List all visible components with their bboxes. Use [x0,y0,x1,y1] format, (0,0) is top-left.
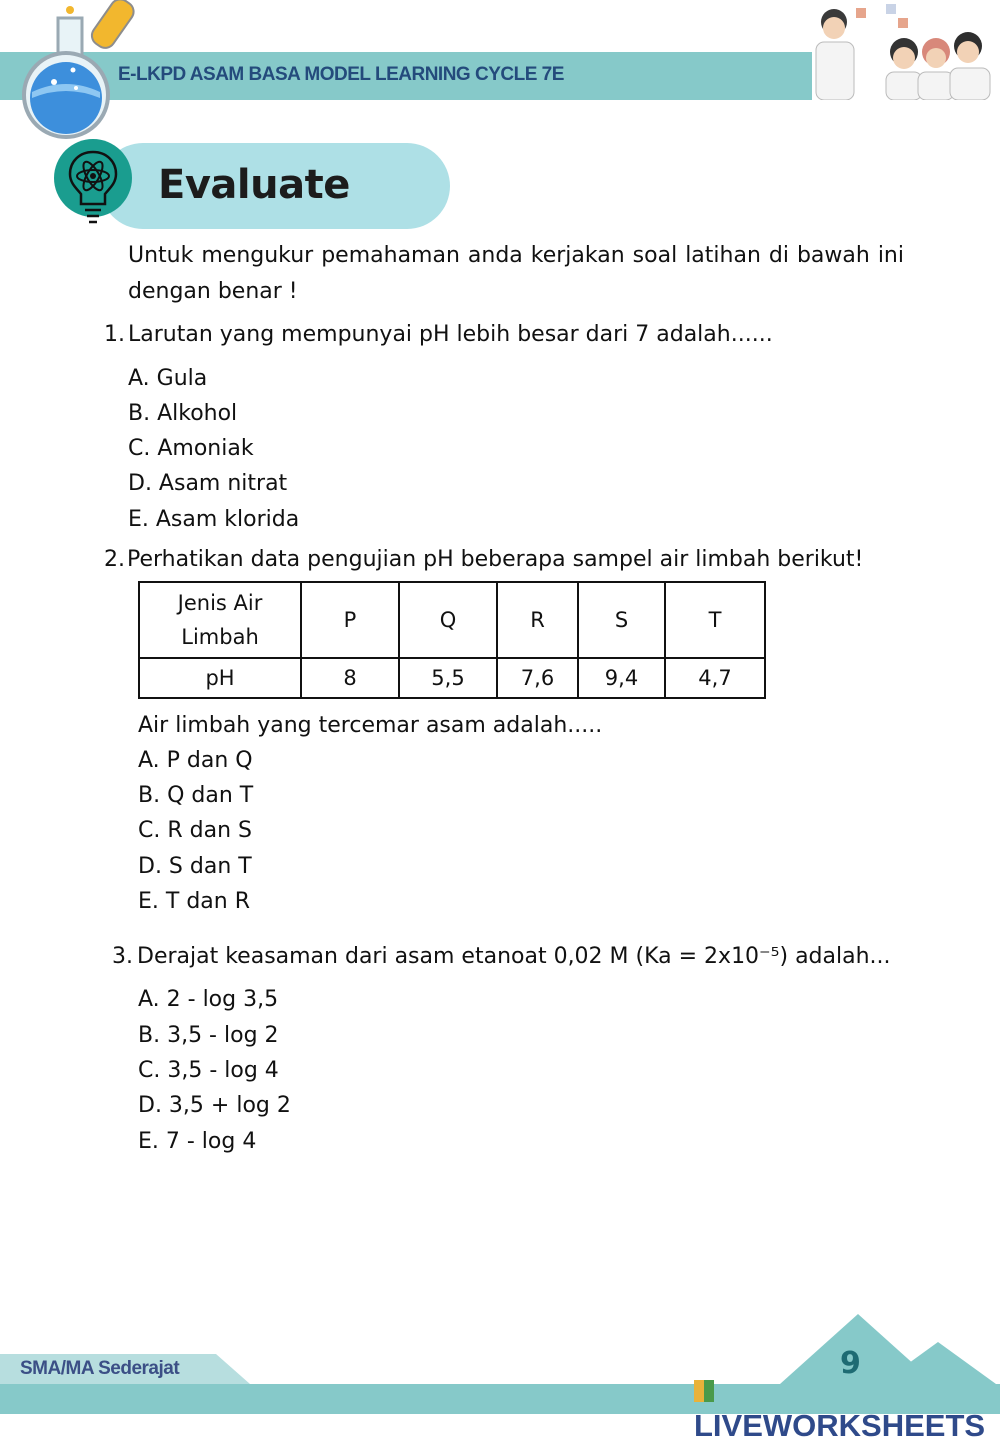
table-row [139,658,765,698]
table-col-s: S [578,582,665,658]
question-2-option-a[interactable]: A. P dan Q [138,748,253,773]
table-col-p: P [301,582,399,658]
question-3-option-e[interactable]: E. 7 - log 4 [138,1129,257,1154]
intro-text: Untuk mengukur pemahaman anda kerjakan soal latihan di bawah ini dengan benar ! [128,243,904,304]
question-3-number: 3. [112,944,133,969]
table-cell-t: 4,7 [665,658,765,698]
table-cell-s: 9,4 [578,658,665,698]
table-col-r: R [497,582,578,658]
atom-lightbulb-icon [52,138,138,228]
question-1-text: Larutan yang mempunyai pH lebih besar dari 7 adalah...... [128,322,773,347]
question-2-option-b[interactable]: B. Q dan T [138,783,254,808]
question-1-option-a[interactable]: A. Gula [128,366,208,391]
table-cell-r: 7,6 [497,658,578,698]
question-2-text: Perhatikan data pengujian pH beberapa sampel air limbah berikut! [127,547,864,572]
question-2-option-c[interactable]: C. R dan S [138,818,252,843]
question-1-number: 1. [104,322,125,347]
question-3-text: Derajat keasaman dari asam etanoat 0,02 M (Ka = 2x10⁻⁵) adalah... [137,944,891,969]
liveworksheets-logo[interactable] [694,1372,1000,1444]
table-col-q: Q [399,582,497,658]
question-3-option-b[interactable]: B. 3,5 - log 2 [138,1023,279,1048]
footer-level-text: SMA/MA Sederajat [20,1358,180,1379]
table-row-label: pH [139,658,301,698]
question-3-option-c[interactable]: C. 3,5 - log 4 [138,1058,279,1083]
question-1-option-c[interactable]: C. Amoniak [128,436,254,461]
ph-data-table [138,581,766,699]
liveworksheets-text: LIVEWORKSHEETS [694,1408,986,1443]
header-title: E-LKPD ASAM BASA MODEL LEARNING CYCLE 7E [118,64,564,85]
table-cell-p: 8 [301,658,399,698]
flask-icon [18,0,148,145]
section-title: Evaluate [158,162,350,208]
question-2-option-e[interactable]: E. T dan R [138,889,250,914]
table-cell-q: 5,5 [399,658,497,698]
header-label-text: Jenis Air Limbah [177,591,263,649]
table-header-label [139,582,301,658]
question-1-option-e[interactable]: E. Asam klorida [128,507,300,532]
question-2-option-d[interactable]: D. S dan T [138,854,252,879]
page-number: 9 [840,1346,861,1381]
table-col-t: T [665,582,765,658]
question-1-option-b[interactable]: B. Alkohol [128,401,238,426]
question-2-prompt: Air limbah yang tercemar asam adalah..... [138,713,603,738]
table-header-row [139,582,765,658]
question-1-option-d[interactable]: D. Asam nitrat [128,471,288,496]
question-3-option-a[interactable]: A. 2 - log 3,5 [138,987,279,1012]
liveworksheets-mark-icon [694,1380,714,1402]
scientists-illustration [812,0,1000,100]
question-2-number: 2. [104,547,125,572]
question-3-option-d[interactable]: D. 3,5 + log 2 [138,1093,291,1118]
